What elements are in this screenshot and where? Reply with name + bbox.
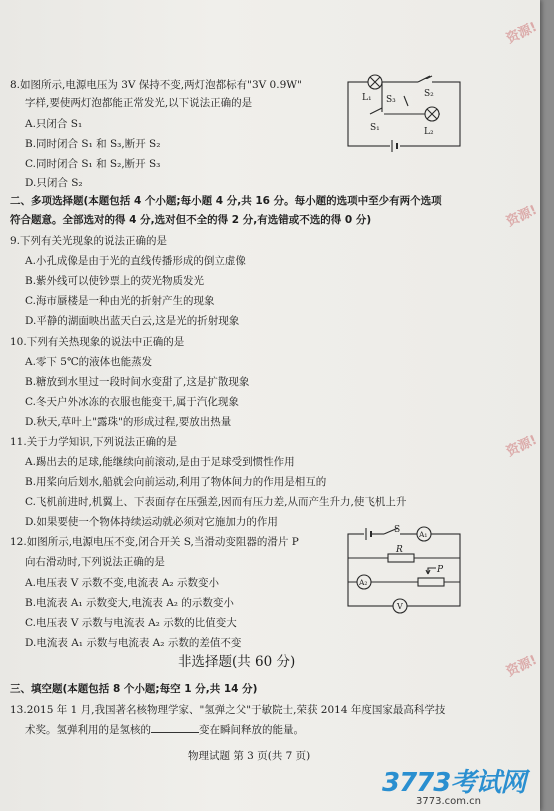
logo-url: 3773.com.cn (416, 796, 481, 807)
q13-line (25, 722, 304, 737)
section2-title: 符合题意。全部选对的得 4 分,选对但不全的得 2 分,有选错或不选的得 0 分) (10, 214, 372, 226)
section2-title: 二、多项选择题(本题包括 4 个小题;每小题 4 分,共 16 分。每小题的选项中至少有两个选项 (10, 195, 442, 207)
watermark: 资源! (504, 652, 540, 680)
watermark: 资源! (504, 432, 540, 460)
q8-circuit-diagram (340, 68, 470, 160)
section3-title: 三、填空题(本题包括 8 个小题;每空 1 分,共 14 分) (10, 683, 258, 695)
q12-option-a: A.电压表 V 示数不变,电流表 A₂ 示数变小 (25, 577, 219, 589)
q8-stem: 8.如图所示,电源电压为 3V 保持不变,两灯泡都标有"3V 0.9W" (10, 79, 302, 91)
q8-option-b: B.同时闭合 S₁ 和 S₃,断开 S₂ (25, 138, 161, 150)
label-A2: A₂ (359, 578, 368, 587)
q12-stem: 向右滑动时,下列说法正确的是 (25, 556, 165, 568)
q10-option-d: D.秋天,草叶上"露珠"的形成过程,要放出热量 (25, 416, 232, 428)
q12-option-c: C.电压表 V 示数与电流表 A₂ 示数的比值变大 (25, 617, 237, 629)
q10-option-b: B.糖放到水里过一段时间水变甜了,这是扩散现象 (25, 376, 250, 388)
watermark: 资源! (504, 19, 540, 47)
q11-option-a: A.踢出去的足球,能继续向前滚动,是由于足球受到惯性作用 (25, 456, 295, 468)
label-S: S (394, 525, 401, 535)
q12-option-b: B.电流表 A₁ 示数变大,电流表 A₂ 的示数变小 (25, 597, 234, 609)
q12-option-d: D.电流表 A₁ 示数与电流表 A₂ 示数的差值不变 (25, 637, 242, 649)
label-S2: S₂ (424, 89, 434, 99)
q9-option-c: C.海市蜃楼是一种由光的折射产生的现象 (25, 295, 215, 307)
page-footer: 物理试题 第 3 页(共 7 页) (188, 750, 311, 762)
q12-circuit-diagram (340, 524, 470, 620)
q10-option-a: A.零下 5℃的液体也能蒸发 (25, 356, 153, 368)
nonchoice-heading: 非选择题(共 60 分) (178, 654, 296, 670)
q9-option-d: D.平静的湖面映出蓝天白云,这是光的折射现象 (25, 315, 240, 327)
watermark: 资源! (504, 202, 540, 230)
q8-option-d: D.只闭合 S₂ (25, 177, 83, 189)
q10-stem: 10.下列有关热现象的说法中正确的是 (10, 336, 185, 348)
label-R: R (396, 545, 403, 555)
q8-stem: 字样,要使两灯泡都能正常发光,以下说法正确的是 (25, 97, 253, 109)
answer-blank[interactable] (151, 722, 199, 733)
q11-option-b: B.用桨向后划水,船就会向前运动,利用了物体间力的作用是相互的 (25, 476, 327, 488)
q11-option-c: C.飞机前进时,机翼上、下表面存在压强差,因而有压力差,从而产生升力,使飞机上升 (25, 496, 407, 508)
q8-option-a: A.只闭合 S₁ (25, 118, 83, 130)
label-S3: S₃ (386, 95, 396, 105)
q9-option-a: A.小孔成像是由于光的直线传播形成的倒立虚像 (25, 255, 246, 267)
label-V: V (397, 602, 403, 611)
label-A1: A₁ (419, 530, 428, 539)
q13-line: 13.2015 年 1 月,我国著名核物理学家、"氢弹之父"于敏院士,荣获 2014 年度国家最高科学技 (10, 704, 446, 716)
q12-stem: 12.如图所示,电源电压不变,闭合开关 S,当滑动变阻器的滑片 P (10, 536, 299, 548)
q11-stem: 11.关于力学知识,下列说法正确的是 (10, 436, 178, 448)
q10-option-c: C.冬天户外冰冻的衣服也能变干,属于汽化现象 (25, 396, 239, 408)
q9-option-b: B.紫外线可以使钞票上的荧光物质发光 (25, 275, 205, 287)
label-P: P (437, 565, 444, 575)
q9-stem: 9.下列有关光现象的说法正确的是 (10, 235, 168, 247)
q13-text: 术奖。氢弹利用的是氢核的 (25, 724, 151, 736)
site-logo (382, 762, 525, 807)
label-S1: S₁ (370, 123, 380, 133)
q11-option-d: D.如果要使一个物体持续运动就必须对它施加力的作用 (25, 516, 278, 528)
label-L1: L₁ (362, 93, 372, 103)
q8-option-c: C.同时闭合 S₁ 和 S₂,断开 S₃ (25, 158, 161, 170)
label-L2: L₂ (424, 127, 434, 137)
logo-text: 3773考试网 (382, 768, 526, 798)
q13-text: 变在瞬间释放的能量。 (199, 724, 304, 736)
